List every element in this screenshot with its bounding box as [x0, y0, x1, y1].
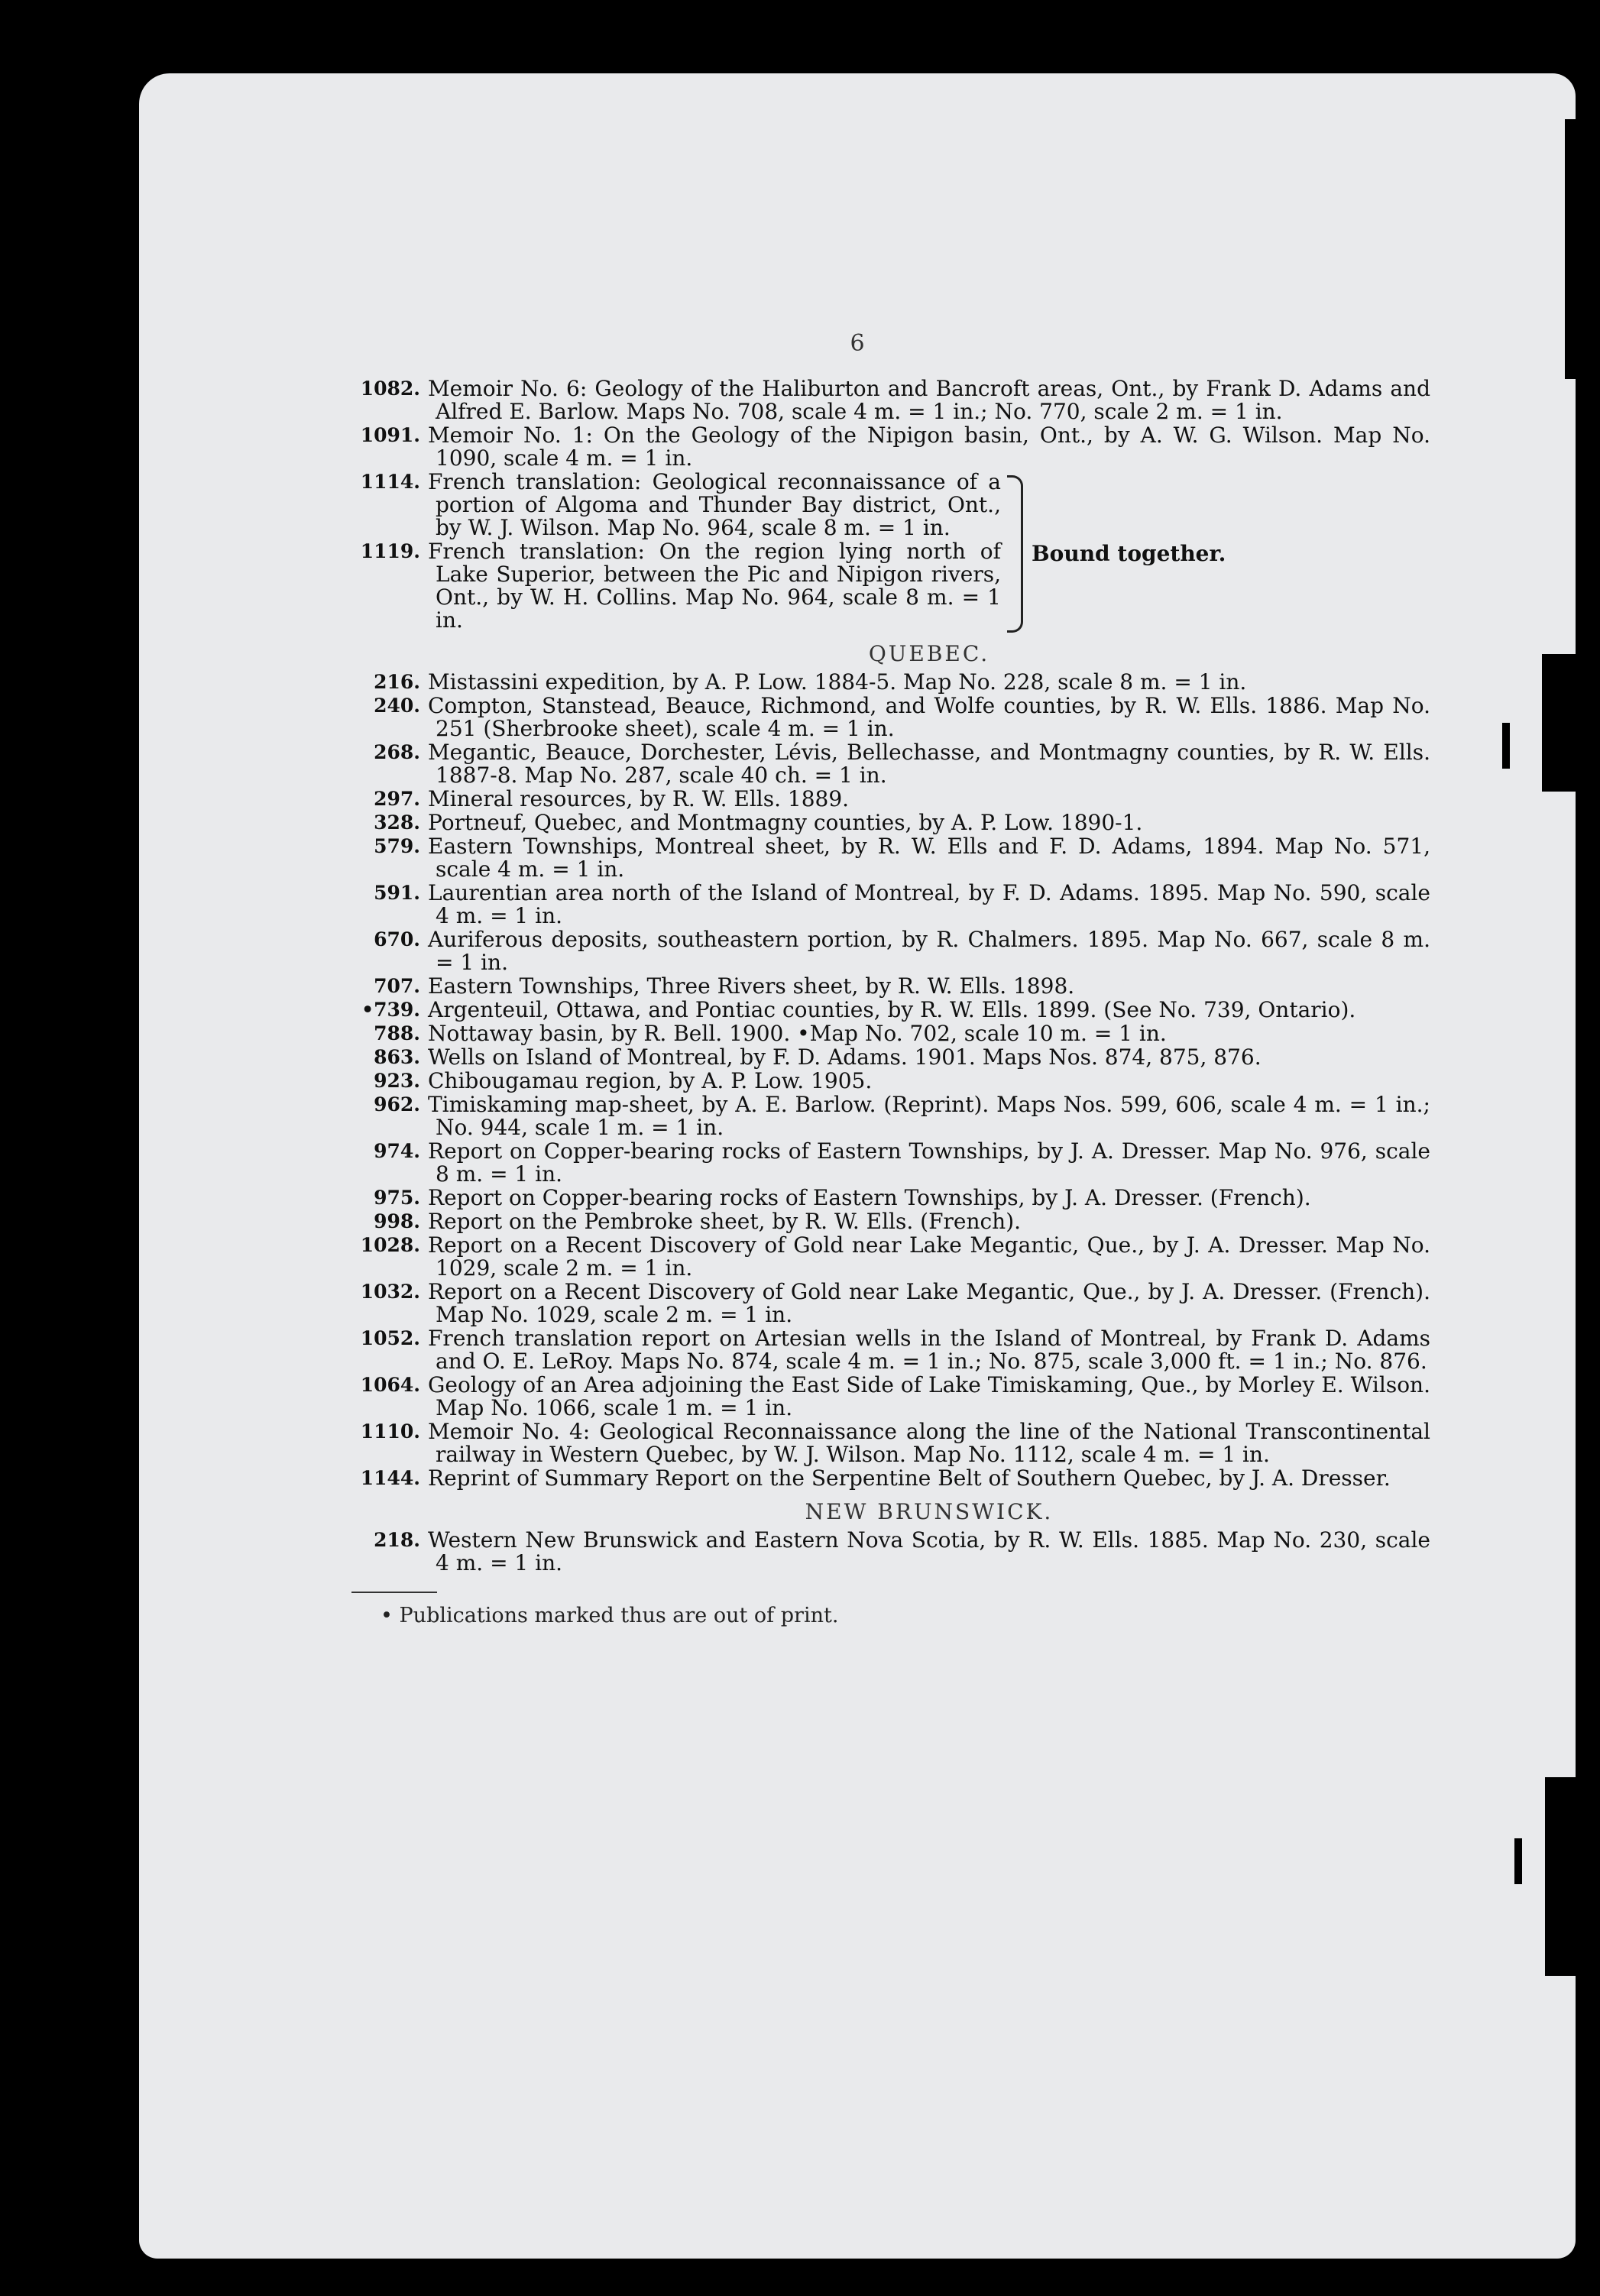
- entry-text: Laurentian area north of the Island of Montreal, by F. D. Adams. 1895. Map No. 590, scale 4 m. = 1 in.: [428, 880, 1430, 928]
- catalogue-entry: [360, 1232, 1430, 1281]
- entry-text: Report on Copper-bearing rocks of Eastern Townships, by J. A. Dresser. Map No. 976, scale 8 m. = 1 in.: [428, 1138, 1430, 1187]
- entry-text: Report on a Recent Discovery of Gold near Lake Megantic, Que., by J. A. Dresser. (French). Map No. 1029, scale 2 m. = 1 in.: [428, 1279, 1430, 1327]
- section-heading-quebec: QUEBEC.: [868, 641, 990, 666]
- entry-number: 1091.: [360, 424, 420, 446]
- entry-number: 923.: [374, 1070, 420, 1092]
- catalogue-entry: [374, 880, 1430, 928]
- catalogue-entry: [360, 539, 1430, 633]
- entry-text: Memoir No. 6: Geology of the Haliburton and Bancroft areas, Ont., by Frank D. Adams and Alfred E. Barlow. Maps No. 708, scale 4 m. = 1 in.; No. 770, scale 2 m. = 1 in.: [428, 376, 1430, 424]
- bound-entries: [360, 469, 1430, 633]
- catalogue-entry: [374, 1138, 1430, 1187]
- catalogue-entry: [374, 810, 1430, 835]
- bound-together-group: [360, 469, 1430, 633]
- entry-text: Compton, Stanstead, Beauce, Richmond, and Wolfe counties, by R. W. Ells. 1886. Map No. 251 (Sherbrooke sheet), scale 4 m. = 1 in.: [428, 693, 1430, 741]
- catalogue-entry: [360, 1372, 1430, 1420]
- scan-edge-mark: [1514, 1838, 1522, 1884]
- entry-number: 670.: [374, 928, 420, 950]
- catalogue-entry: [360, 469, 1430, 540]
- catalogue-entry: [374, 740, 1430, 788]
- entry-number: 1082.: [360, 377, 420, 400]
- entry-number: 707.: [374, 975, 420, 997]
- entry-number: 1114.: [360, 471, 420, 493]
- entry-number: 240.: [374, 695, 420, 717]
- entry-text: Eastern Townships, Montreal sheet, by R. W. Ells and F. D. Adams, 1894. Map No. 571, scale 4 m. = 1 in.: [428, 834, 1430, 882]
- catalogue-entry: [360, 1326, 1430, 1374]
- entry-text: Megantic, Beauce, Dorchester, Lévis, Bellechasse, and Montmagny counties, by R. W. Ells. 1887-8. Map No. 287, scale 40 ch. = 1 in.: [428, 740, 1430, 788]
- scanned-page: [139, 73, 1576, 2259]
- entry-text: Argenteuil, Ottawa, and Pontiac counties, by R. W. Ells. 1899. (See No. 739, Ontario).: [428, 997, 1356, 1022]
- quebec-entries: [360, 669, 1430, 1491]
- entry-text: Wells on Island of Montreal, by F. D. Adams. 1901. Maps Nos. 874, 875, 876.: [428, 1044, 1262, 1070]
- entry-number: 1119.: [360, 540, 420, 562]
- catalogue-entry: [374, 1209, 1430, 1234]
- entry-number: 1064.: [360, 1374, 420, 1396]
- entry-number: 268.: [374, 741, 420, 763]
- entry-number: 297.: [374, 788, 420, 810]
- catalogue-entry: [360, 423, 1430, 471]
- catalogue-entry: [374, 973, 1430, 999]
- page-number: 6: [850, 330, 865, 357]
- entry-number: 863.: [374, 1046, 420, 1068]
- entry-number: 218.: [374, 1529, 420, 1551]
- entry-number: 579.: [374, 835, 420, 857]
- entry-text: Nottaway basin, by R. Bell. 1900. •Map No. 702, scale 10 m. = 1 in.: [428, 1021, 1167, 1046]
- entry-number: 974.: [374, 1140, 420, 1162]
- catalogue-entry: [360, 1279, 1430, 1327]
- catalogue-entry: [374, 1527, 1430, 1575]
- entry-text: French translation: On the region lying north of Lake Superior, between the Pic and Nipigon rivers, Ont., by W. H. Collins. Map No. 964, scale 8 m. = 1 in.: [428, 539, 1001, 633]
- entry-number: 1028.: [360, 1234, 420, 1256]
- bound-together-label: Bound together.: [1032, 541, 1226, 566]
- footnote: • Publications marked thus are out of print.: [381, 1604, 839, 1627]
- entry-text: Chibougamau region, by A. P. Low. 1905.: [428, 1068, 873, 1093]
- entry-text: Mistassini expedition, by A. P. Low. 1884-5. Map No. 228, scale 8 m. = 1 in.: [428, 669, 1247, 695]
- entry-number: 1110.: [360, 1420, 420, 1443]
- section-heading-new-brunswick: NEW BRUNSWICK.: [805, 1499, 1054, 1524]
- new-brunswick-entries: [374, 1527, 1430, 1575]
- entry-text: Timiskaming map-sheet, by A. E. Barlow. (Reprint). Maps Nos. 599, 606, scale 4 m. = 1 in.; No. 944, scale 1 m. = 1 in.: [428, 1092, 1430, 1140]
- entry-text: French translation: Geological reconnaissance of a portion of Algoma and Thunder Bay district, Ont., by W. J. Wilson. Map No. 964, scale 8 m. = 1 in.: [428, 469, 1001, 540]
- entry-number: 998.: [374, 1210, 420, 1232]
- entry-text: Auriferous deposits, southeastern portion, by R. Chalmers. 1895. Map No. 667, scale 8 m. = 1 in.: [428, 927, 1430, 975]
- entry-text: French translation report on Artesian wells in the Island of Montreal, by Frank D. Adams and O. E. LeRoy. Maps No. 874, scale 4 m. = 1 in.; No. 875, scale 3,000 ft. = 1 in.; No. 876.: [428, 1326, 1430, 1374]
- scan-edge-mark: [1502, 723, 1510, 769]
- catalogue-entry: [374, 693, 1430, 741]
- entry-text: Memoir No. 1: On the Geology of the Nipigon basin, Ont., by A. W. G. Wilson. Map No. 1090, scale 4 m. = 1 in.: [428, 423, 1430, 471]
- catalogue-entry: [374, 1092, 1430, 1140]
- ontario-entries: [360, 376, 1430, 471]
- entry-text: Western New Brunswick and Eastern Nova Scotia, by R. W. Ells. 1885. Map No. 230, scale 4 m. = 1 in.: [428, 1527, 1430, 1575]
- entry-number: 788.: [374, 1022, 420, 1044]
- entry-number: 1144.: [360, 1467, 420, 1489]
- catalogue-entry: [374, 786, 1430, 811]
- catalogue-entry: [360, 376, 1430, 424]
- entry-text: Report on a Recent Discovery of Gold near Lake Megantic, Que., by J. A. Dresser. Map No. 1029, scale 2 m. = 1 in.: [428, 1232, 1430, 1281]
- catalogue-entry: [374, 1185, 1430, 1210]
- entry-number: 216.: [374, 671, 420, 693]
- entry-text: Portneuf, Quebec, and Montmagny counties, by A. P. Low. 1890-1.: [428, 810, 1143, 835]
- entry-number: •739.: [361, 999, 420, 1021]
- catalogue-entry: [374, 1068, 1430, 1093]
- scan-edge-mark: [1545, 1777, 1576, 1976]
- entry-text: Report on the Pembroke sheet, by R. W. Ells. (French).: [428, 1209, 1022, 1234]
- catalogue-entry: [360, 1419, 1430, 1467]
- entry-text: Geology of an Area adjoining the East Side of Lake Timiskaming, Que., by Morley E. Wilson. Map No. 1066, scale 1 m. = 1 in.: [428, 1372, 1430, 1420]
- catalogue-entry: [374, 1021, 1430, 1046]
- entry-number: 328.: [374, 811, 420, 834]
- entry-text: Memoir No. 4: Geological Reconnaissance along the line of the National Transcontinental railway in Western Quebec, by W. J. Wilson. Map No. 1112, scale 4 m. = 1 in.: [428, 1419, 1430, 1467]
- entry-number: 1052.: [360, 1327, 420, 1349]
- entry-number: 975.: [374, 1187, 420, 1209]
- entry-text: Eastern Townships, Three Rivers sheet, by R. W. Ells. 1898.: [428, 973, 1075, 999]
- catalogue-entry: [360, 1465, 1430, 1491]
- entry-number: 591.: [374, 882, 420, 904]
- entry-text: Reprint of Summary Report on the Serpentine Belt of Southern Quebec, by J. A. Dresser.: [428, 1465, 1391, 1491]
- entry-text: Mineral resources, by R. W. Ells. 1889.: [428, 786, 850, 811]
- catalogue-entry: [374, 669, 1430, 695]
- entry-number: 1032.: [360, 1281, 420, 1303]
- catalogue-entry: [374, 927, 1430, 975]
- catalogue-entry: [374, 1044, 1430, 1070]
- catalogue-list: [360, 376, 1430, 1627]
- entry-text: Report on Copper-bearing rocks of Eastern Townships, by J. A. Dresser. (French).: [428, 1185, 1311, 1210]
- catalogue-entry: [374, 834, 1430, 882]
- brace-bracket: [1007, 475, 1023, 633]
- entry-number: 962.: [374, 1093, 420, 1116]
- scan-edge-mark: [1542, 654, 1576, 792]
- footnote-rule: [351, 1592, 437, 1593]
- catalogue-entry: [361, 997, 1430, 1022]
